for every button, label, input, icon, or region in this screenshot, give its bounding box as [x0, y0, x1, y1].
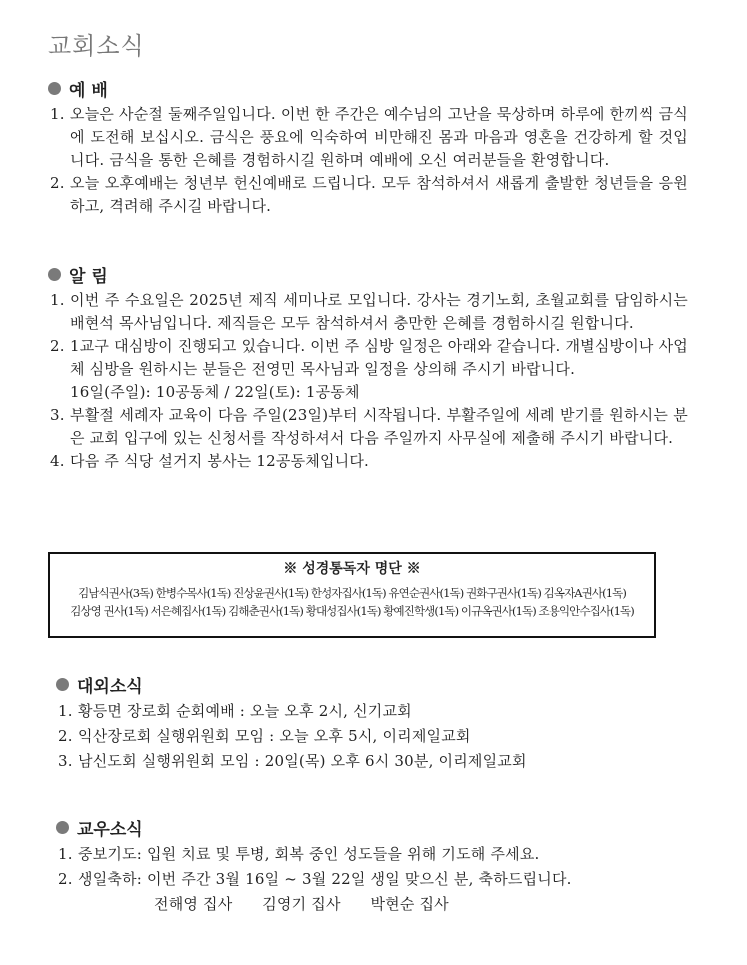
- item-text: 중보기도: 입원 치료 및 투병, 회복 중인 성도들을 위해 기도해 주세요.: [78, 845, 540, 863]
- external-heading: [56, 672, 696, 697]
- item-number: 2.: [58, 870, 73, 888]
- item-number: 1.: [58, 702, 73, 720]
- bullet-icon: [56, 821, 69, 834]
- bible-readers-title: ※ 성경통독자 명단 ※: [283, 561, 421, 577]
- list-item: [56, 699, 696, 724]
- item-text: 익산장로회 실행위원회 모임 : 오늘 오후 5시, 이리제일교회: [78, 727, 471, 745]
- worship-list: [48, 103, 688, 218]
- list-item: [56, 724, 696, 749]
- item-text: 1교구 대심방이 진행되고 있습니다. 이번 주 심방 일정은 아래와 같습니다. 개별심방이나 사업체 심방을 원하시는 분들은 전영민 목사님과 일정을 상의해 주시기 바랍니다.: [70, 337, 688, 378]
- item-number: 3.: [50, 406, 65, 424]
- list-item: [48, 289, 688, 335]
- page-title: 교회소식: [48, 32, 145, 60]
- item-number: 1.: [50, 291, 65, 309]
- item-number: 2.: [50, 174, 65, 192]
- item-text: 이번 주 수요일은 2025년 제직 세미나로 모입니다. 강사는 경기노회, 초월교회를 담임하시는 배현석 목사님입니다. 제직들은 모두 참석하셔서 충만한 은혜를 경험하시길 원합니다.: [70, 291, 688, 332]
- bullet-icon: [56, 678, 69, 691]
- bullet-icon: [48, 82, 61, 95]
- list-item: [48, 335, 688, 404]
- worship-heading: [48, 76, 688, 101]
- worship-section: [48, 76, 688, 218]
- item-number: 2.: [50, 337, 65, 355]
- members-heading: [56, 815, 696, 840]
- list-item: [48, 450, 688, 473]
- members-heading-text: 교우소식: [77, 820, 143, 840]
- item-number: 4.: [50, 452, 65, 470]
- bible-readers-box: [48, 552, 656, 638]
- item-number: 1.: [58, 845, 73, 863]
- notices-heading-text: 알 림: [69, 267, 108, 287]
- list-item: [48, 404, 688, 450]
- bible-readers-line: 김상영 권사(1독) 서은혜집사(1독) 김해춘권사(1독) 황대성집사(1독) 황예진학생(1독) 이규옥권사(1독) 조용익안수집사(1독): [70, 604, 634, 618]
- notices-list: [48, 289, 688, 473]
- external-list: [56, 699, 696, 774]
- notices-section: [48, 262, 688, 473]
- members-list: [56, 842, 696, 917]
- item-number: 3.: [58, 752, 73, 770]
- item-number: 2.: [58, 727, 73, 745]
- list-item: [48, 103, 688, 172]
- item-text: 오늘 오후예배는 청년부 헌신예배로 드립니다. 모두 참석하셔서 새롭게 출발한 청년들을 응원하고, 격려해 주시길 바랍니다.: [70, 174, 688, 215]
- bullet-icon: [48, 268, 61, 281]
- list-item: [56, 867, 696, 892]
- list-item: [48, 172, 688, 218]
- list-item: [56, 749, 696, 774]
- item-text: 생일축하: 이번 주간 3월 16일 ~ 3월 22일 생일 맞으신 분, 축하드립니다.: [78, 870, 572, 888]
- external-section: [56, 672, 696, 774]
- worship-heading-text: 예 배: [69, 81, 108, 101]
- members-section: [56, 815, 696, 917]
- item-text: 다음 주 식당 설거지 봉사는 12공동체입니다.: [70, 452, 370, 470]
- notices-heading: [48, 262, 688, 287]
- item-text: 황등면 장로회 순회예배 : 오늘 오후 2시, 신기교회: [78, 702, 412, 720]
- item-number: 1.: [50, 105, 65, 123]
- list-item: [56, 842, 696, 867]
- visit-schedule: 16일(주일): 10공동체 / 22일(토): 1공동체: [70, 383, 360, 401]
- item-text: 남신도회 실행위원회 모임 : 20일(목) 오후 6시 30분, 이리제일교회: [78, 752, 527, 770]
- item-text: 오늘은 사순절 둘째주일입니다. 이번 한 주간은 예수님의 고난을 묵상하며 하루에 한끼씩 금식에 도전해 보십시오. 금식은 풍요에 익숙하여 비만해진 몸과 마음과 영혼을 건강하게 할 것입니다. 금식을 통한 은혜를 경험하시길 원하며 예배에 오신 여러분들을 환영합니다.: [70, 105, 688, 169]
- external-heading-text: 대외소식: [77, 677, 143, 697]
- item-text: 부활절 세례자 교육이 다음 주일(23일)부터 시작됩니다. 부활주일에 세례 받기를 원하시는 분은 교회 입구에 있는 신청서를 작성하셔서 다음 주일까지 사무실에 제출해 주시기 바랍니다.: [70, 406, 688, 447]
- birthday-names: 전해영 집사 김영기 집사 박현순 집사: [154, 895, 449, 913]
- bible-readers-line: 김남식권사(3독) 한병수목사(1독) 진상윤권사(1독) 한성자집사(1독) 유연순권사(1독) 권화구권사(1독) 김옥자A권사(1독): [78, 586, 626, 600]
